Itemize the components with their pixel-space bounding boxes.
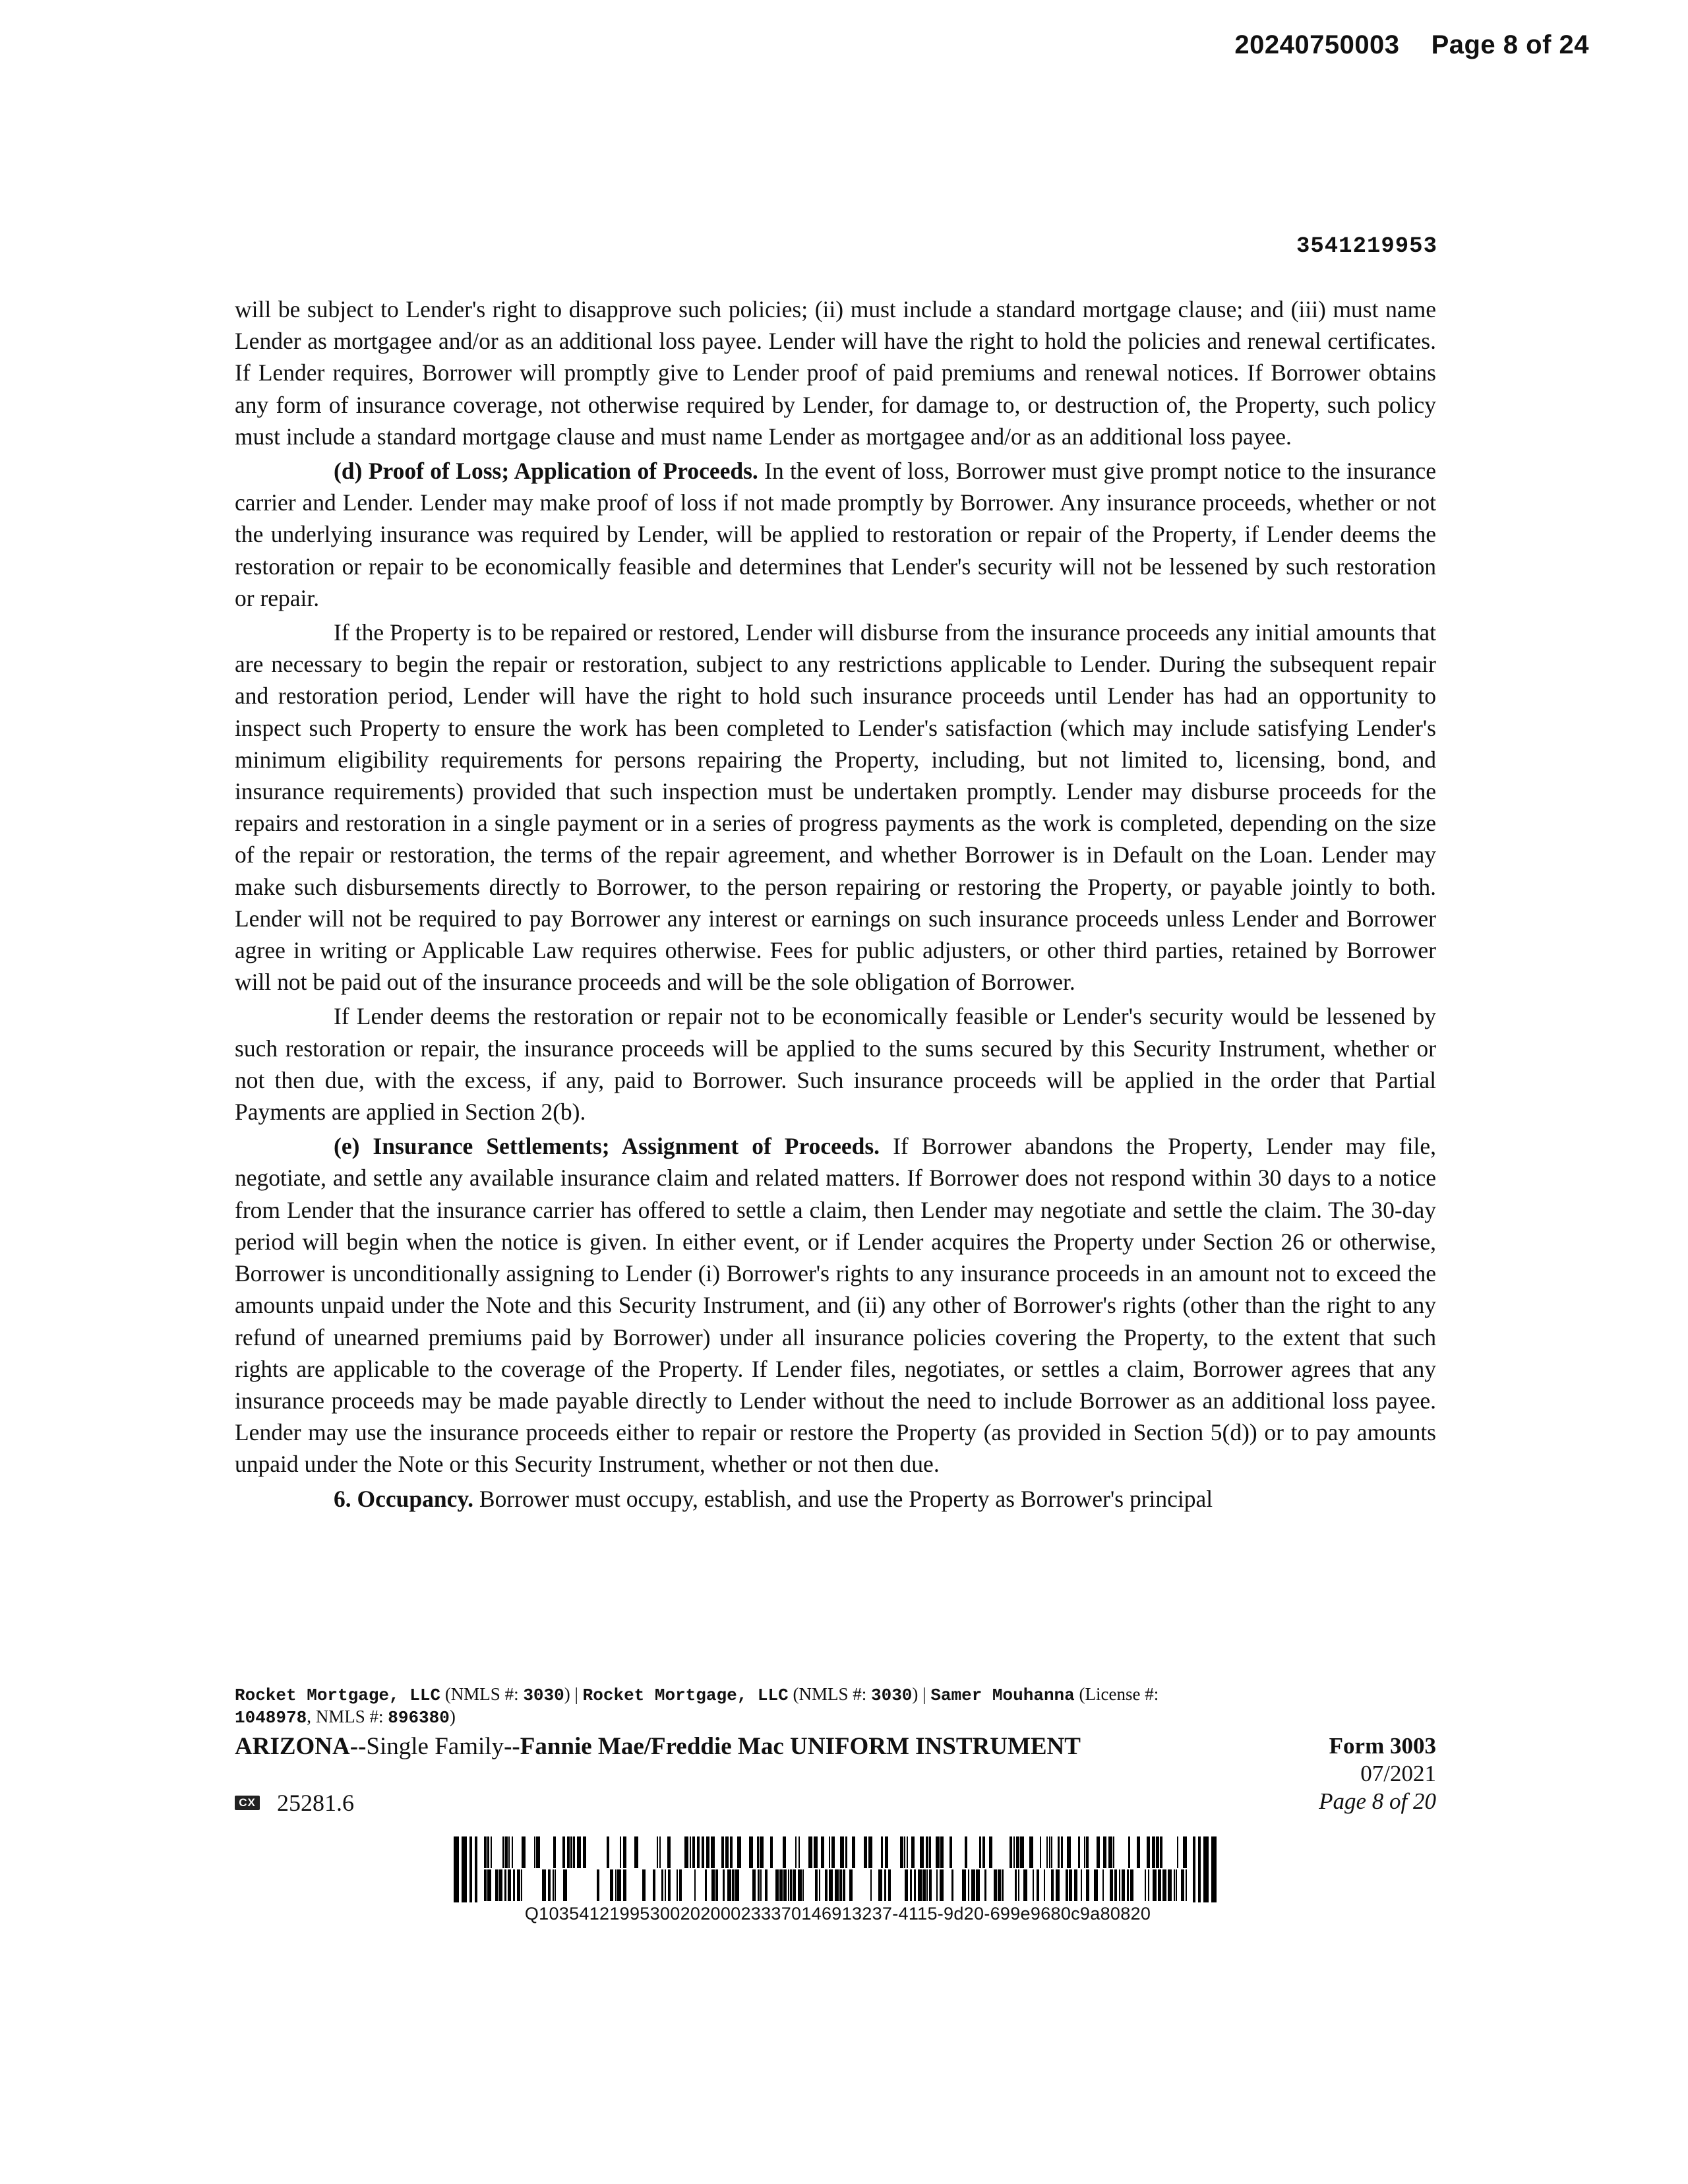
form-number: Form 3003	[1329, 1733, 1436, 1759]
barcode-text: Q10354121995300202000233370146913237-4115-9d20-699e9680c9a80820	[524, 1904, 1151, 1924]
paragraph-proof-of-loss: (d) Proof of Loss; Application of Proceeds. In the event of loss, Borrower must give prompt notice to the insurance carrier and Lender. Lender may make proof of loss if not made promptly by Borrower. Any insurance proceeds, whether or not the underlying insurance was required by Lender, will be applied to restoration or repair of the Property, if Lender deems the restoration or repair to be economically feasible and determines that Lender's security will not be lessened by such restoration or repair.	[235, 458, 1436, 611]
form-date: 07/2021	[1360, 1761, 1436, 1786]
section-heading: (e) Insurance Settlements; Assignment of Proceeds.	[334, 1133, 880, 1160]
paragraph-occupancy: 6. Occupancy. Borrower must occupy, establish, and use the Property as Borrower's principal	[334, 1485, 1213, 1512]
paragraph-insurance-continued: will be subject to Lender's right to disapprove such policies; (ii) must include a standard mortgage clause; and (iii) must name Lender as mortgagee and/or as an additional loss payee. Lender will have the right to hold the policies and renewal certificates. If Lender requires, Borrower will promptly give to Lender proof of paid premiums and renewal notices. If Borrower obtains any form of insurance coverage, not otherwise required by Lender, for damage to, or destruction of, the Property, such policy must include a standard mortgage clause and must name Lender as mortgagee and/or as an additional loss payee.	[235, 296, 1436, 450]
document-footer	[235, 1684, 1436, 1817]
paragraph-not-feasible: If Lender deems the restoration or repair not to be economically feasible or Lender's security would be lessened by such restoration or repair, the insurance proceeds will be applied to the sums secured by this Security Instrument, whether or not then due, with the excess, if any, paid to Borrower. Such insurance proceeds will be applied in the order that Partial Payments are applied in Section 2(b).	[235, 1003, 1436, 1126]
form-page: Page 8 of 20	[1319, 1788, 1436, 1814]
document-body	[235, 293, 1436, 1517]
recording-header	[1234, 30, 1589, 60]
cx-logo-icon: CX	[235, 1796, 260, 1810]
loan-number: 3541219953	[1296, 234, 1437, 259]
section-heading: 6. Occupancy.	[334, 1485, 474, 1512]
instrument-title: ARIZONA--Single Family--Fannie Mae/Freddie Mac UNIFORM INSTRUMENT	[235, 1733, 1081, 1760]
paragraph-insurance-settlements: (e) Insurance Settlements; Assignment of Proceeds. If Borrower abandons the Property, Lender may file, negotiate, and settle any available insurance claim and related matters. If Borrower does not respond within 30 days to a notice from Lender that the insurance carrier has offered to settle a claim, then Lender may negotiate and settle the claim. The 30-day period will begin when the notice is given. In either event, or if Lender acquires the Property under Section 26 or otherwise, Borrower is unconditionally assigning to Lender (i) Borrower's rights to any insurance proceeds in an amount not to exceed the amounts unpaid under the Note and this Security Instrument, and (ii) any other of Borrower's rights (other than the right to any refund of unearned premiums paid by Borrower) under all insurance policies covering the Property, to the extent that such rights are applicable to the coverage of the Property. If Lender files, negotiates, or settles a claim, Borrower agrees that any insurance proceeds may be made payable directly to Lender without the need to include Borrower as an additional loss payee. Lender may use the insurance proceeds either to repair or restore the Property (as provided in Section 5(d)) or to pay amounts unpaid under the Note or this Security Instrument, whether or not then due.	[235, 1133, 1436, 1478]
barcode	[454, 1836, 1222, 1902]
recording-number: 20240750003	[1234, 30, 1400, 59]
paragraph-repair-restore: If the Property is to be repaired or restored, Lender will disburse from the insurance proceeds any initial amounts that are necessary to begin the repair or restoration, subject to any restrictions applicable to Lender. During the subsequent repair and restoration period, Lender will have the right to hold such insurance proceeds until Lender has had an opportunity to inspect such Property to ensure the work has been completed to Lender's satisfaction (which may include satisfying Lender's minimum eligibility requirements for persons repairing the Property, including, but not limited to, licensing, bond, and insurance requirements) provided that such inspection must be undertaken promptly. Lender may disburse proceeds for the repairs and restoration in a single payment or in a series of progress payments as the work is completed, depending on the size of the repair or restoration, the terms of the repair agreement, and whether Borrower is in Default on the Loan. Lender may make such disbursements directly to Borrower, to the person repairing or restoring the Property, or payable jointly to both. Lender will not be required to pay Borrower any interest or earnings on such insurance proceeds unless Lender and Borrower agree in writing or Applicable Law requires otherwise. Fees for public adjusters, or other third parties, retained by Borrower will not be paid out of the insurance proceeds and will be the sole obligation of Borrower.	[235, 619, 1436, 996]
recording-page: Page 8 of 24	[1431, 30, 1589, 59]
form-block	[1319, 1732, 1436, 1815]
doc-code-row	[235, 1789, 1436, 1817]
doc-code: 25281.6	[277, 1790, 354, 1816]
lender-line: Rocket Mortgage, LLC (NMLS #: 3030) | Rocket Mortgage, LLC (NMLS #: 3030) | Samer Mouhanna (License #: 1048978, NMLS #: 896380)	[235, 1684, 1159, 1728]
section-heading: (d) Proof of Loss; Application of Proceeds.	[334, 458, 758, 485]
